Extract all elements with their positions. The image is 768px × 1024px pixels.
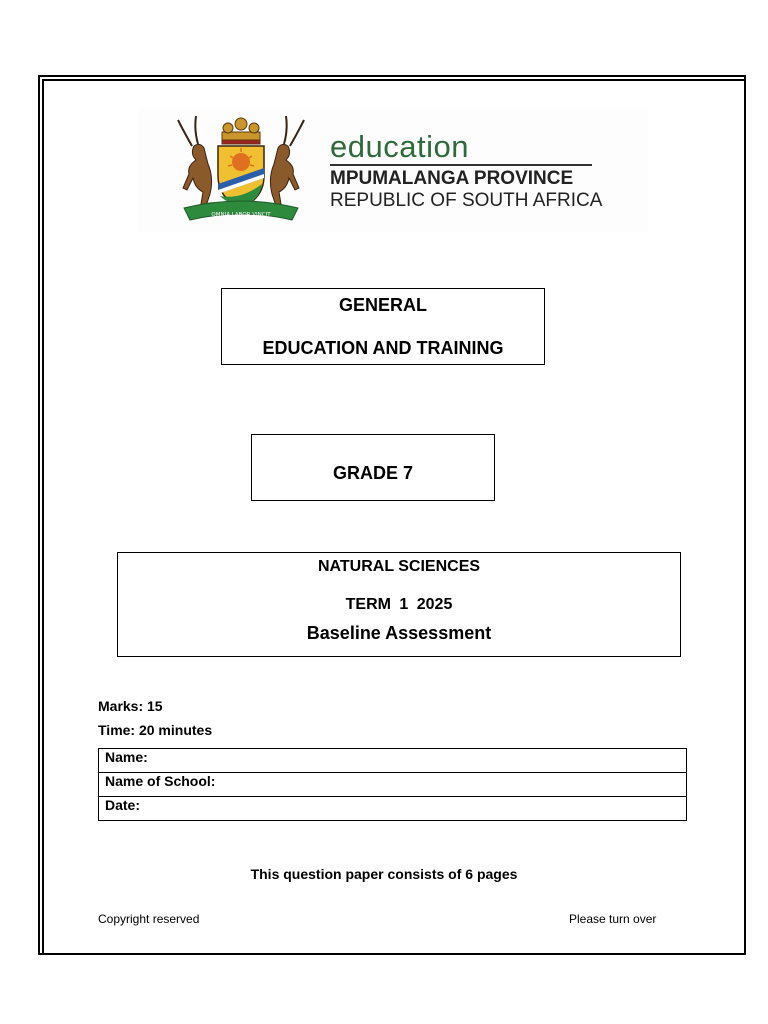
coat-of-arms-icon [156,110,326,230]
turn-over-note: Please turn over [569,912,657,926]
time-label: Time: 20 minutes [98,722,213,738]
title-line-2: EDUCATION AND TRAINING [262,338,504,358]
date-field[interactable]: Date: [99,797,687,821]
name-field[interactable]: Name: [99,749,687,773]
table-row [99,773,687,797]
title-box [221,288,545,365]
department-logo [138,108,648,232]
wordmark-education: education [330,129,469,164]
assessment-type: Baseline Assessment [306,623,492,643]
wordmark-divider [330,164,592,166]
copyright-notice: Copyright reserved [98,912,200,926]
table-row [99,797,687,821]
term-year: TERM 1 2025 [345,596,453,613]
grade-box [251,434,495,501]
grade-label: GRADE 7 [332,463,413,483]
learner-details-table [98,748,687,821]
marks-label: Marks: 15 [98,698,163,714]
title-line-1: GENERAL [338,295,427,315]
crest-motto-text: OMNIA LABOR VINCIT [211,212,271,218]
school-field[interactable]: Name of School: [99,773,687,797]
subject-box [117,552,681,657]
subject-name: NATURAL SCIENCES [317,558,481,575]
wordmark-republic: REPUBLIC OF SOUTH AFRICA [330,189,603,211]
table-row [99,749,687,773]
page-count-note: This question paper consists of 6 pages [250,866,518,882]
wordmark [330,130,602,212]
wordmark-province: MPUMALANGA PROVINCE [330,167,574,189]
